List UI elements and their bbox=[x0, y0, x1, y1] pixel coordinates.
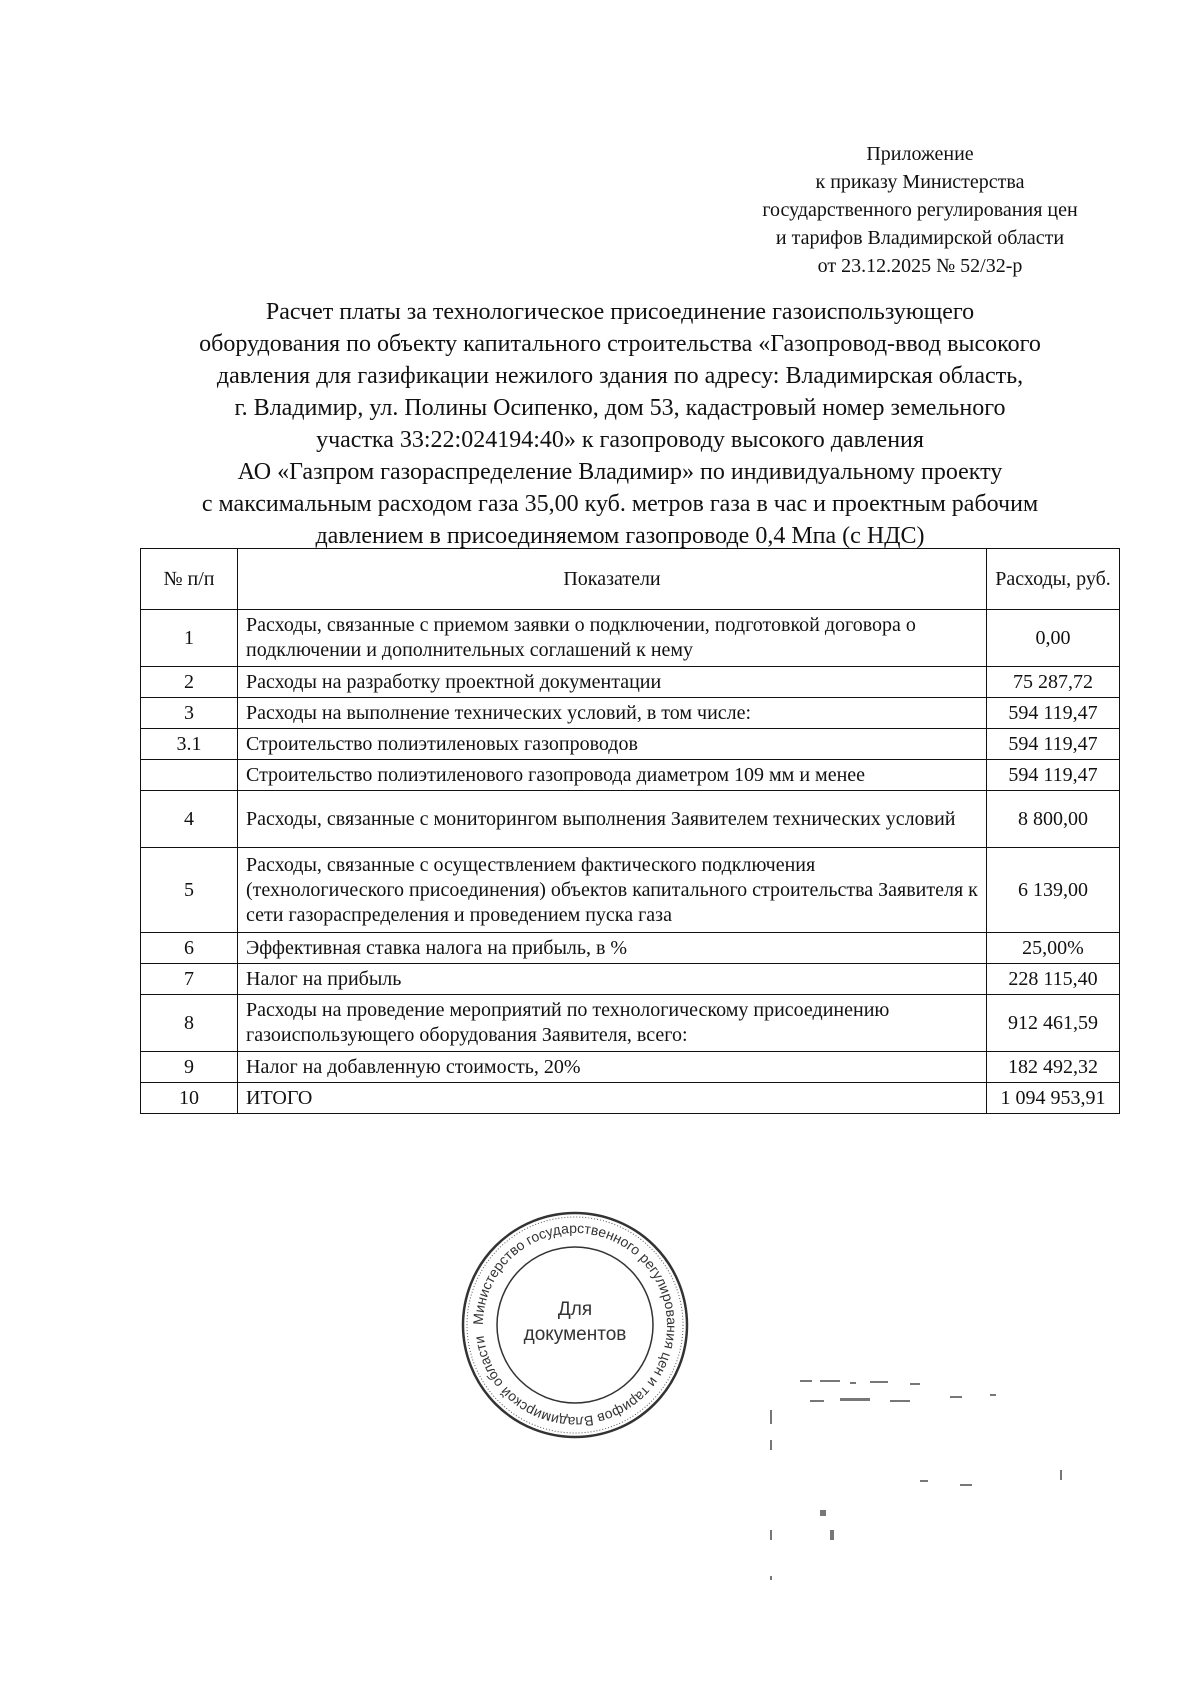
row-amount: 594 119,47 bbox=[987, 729, 1120, 760]
table-row bbox=[141, 667, 1120, 698]
row-indicator: Расходы на выполнение технических условий, в том числе: bbox=[238, 698, 987, 729]
row-num: 10 bbox=[141, 1083, 238, 1114]
row-num: 3 bbox=[141, 698, 238, 729]
row-num: 4 bbox=[141, 791, 238, 848]
table-row bbox=[141, 848, 1120, 933]
row-amount: 912 461,59 bbox=[987, 995, 1120, 1052]
table-row bbox=[141, 698, 1120, 729]
row-num: 9 bbox=[141, 1052, 238, 1083]
table-row bbox=[141, 610, 1120, 667]
row-amount: 8 800,00 bbox=[987, 791, 1120, 848]
document-title bbox=[140, 296, 1100, 552]
row-indicator: Налог на прибыль bbox=[238, 964, 987, 995]
row-num: 5 bbox=[141, 848, 238, 933]
table-row bbox=[141, 1052, 1120, 1083]
faded-signature-marks bbox=[770, 1380, 1100, 1580]
table-row bbox=[141, 729, 1120, 760]
row-num bbox=[141, 760, 238, 791]
row-indicator: Строительство полиэтиленового газопровода диаметром 109 мм и менее bbox=[238, 760, 987, 791]
row-num: 1 bbox=[141, 610, 238, 667]
row-indicator: Расходы, связанные с приемом заявки о подключении, подготовкой договора о подключении и дополнительных соглашений к нему bbox=[238, 610, 987, 667]
header-num: № п/п bbox=[141, 549, 238, 610]
table-row bbox=[141, 760, 1120, 791]
row-num: 6 bbox=[141, 933, 238, 964]
table-row bbox=[141, 964, 1120, 995]
appendix-header bbox=[720, 140, 1120, 280]
header-amount: Расходы, руб. bbox=[987, 549, 1120, 610]
row-indicator: Эффективная ставка налога на прибыль, в % bbox=[238, 933, 987, 964]
row-indicator: Расходы на разработку проектной документации bbox=[238, 667, 987, 698]
row-amount: 75 287,72 bbox=[987, 667, 1120, 698]
appendix-label: Приложение bbox=[866, 143, 974, 165]
table-row bbox=[141, 791, 1120, 848]
row-amount: 25,00% bbox=[987, 933, 1120, 964]
signature-dots bbox=[770, 1380, 1062, 1580]
header-indicator: Показатели bbox=[238, 549, 987, 610]
appendix-ministry-line: государственного регулирования цен bbox=[762, 199, 1078, 221]
row-indicator: ИТОГО bbox=[238, 1083, 987, 1114]
table-row bbox=[141, 995, 1120, 1052]
row-amount: 228 115,40 bbox=[987, 964, 1120, 995]
title-line-4: г. Владимир, ул. Полины Осипенко, дом 53, кадастровый номер земельного bbox=[234, 395, 1006, 421]
row-indicator: Расходы, связанные с осуществлением фактического подключения (технологического присоединения) объектов капитального строительства Заявителя к сети газораспределения и проведением пуска газа bbox=[238, 848, 987, 933]
title-line-6: АО «Газпром газораспределение Владимир» по индивидуальному проекту bbox=[237, 459, 1003, 485]
cost-calculation-table bbox=[140, 548, 1120, 1114]
row-num: 8 bbox=[141, 995, 238, 1052]
row-amount: 6 139,00 bbox=[987, 848, 1120, 933]
appendix-region-line: и тарифов Владимирской области bbox=[775, 227, 1065, 249]
row-indicator: Строительство полиэтиленовых газопроводов bbox=[238, 729, 987, 760]
table-row-total bbox=[141, 1083, 1120, 1114]
title-line-3: давления для газификации нежилого здания по адресу: Владимирская область, bbox=[216, 363, 1024, 389]
row-amount: 0,00 bbox=[987, 610, 1120, 667]
row-amount: 594 119,47 bbox=[987, 760, 1120, 791]
title-line-7: с максимальным расходом газа 35,00 куб. метров газа в час и проектным рабочим bbox=[201, 491, 1039, 517]
appendix-date-number: от 23.12.2025 № 52/32-р bbox=[817, 255, 1023, 277]
row-indicator: Расходы на проведение мероприятий по технологическому присоединению газоиспользующего оборудования Заявителя, всего: bbox=[238, 995, 987, 1052]
row-amount: 182 492,32 bbox=[987, 1052, 1120, 1083]
seal-graphic bbox=[460, 1210, 690, 1440]
seal-center-line-2: документов bbox=[523, 1324, 627, 1345]
title-line-2: оборудования по объекту капитального строительства «Газопровод-ввод высокого bbox=[199, 331, 1041, 357]
seal-ring-text: Министерство государственного регулирования цен и тарифов Владимирской области bbox=[469, 1219, 681, 1431]
table-row bbox=[141, 933, 1120, 964]
title-line-5: участка 33:22:024194:40» к газопроводу высокого давления bbox=[316, 427, 924, 453]
row-indicator: Расходы, связанные с мониторингом выполнения Заявителем технических условий bbox=[238, 791, 987, 848]
row-num: 7 bbox=[141, 964, 238, 995]
row-num: 2 bbox=[141, 667, 238, 698]
appendix-order-ref: к приказу Министерства bbox=[815, 171, 1025, 193]
table-header-row bbox=[141, 549, 1120, 610]
row-amount: 1 094 953,91 bbox=[987, 1083, 1120, 1114]
seal-center-line-1: Для bbox=[557, 1299, 593, 1320]
row-num: 3.1 bbox=[141, 729, 238, 760]
title-line-8: давлением в присоединяемом газопроводе 0,4 Мпа (с НДС) bbox=[315, 523, 925, 549]
row-amount: 594 119,47 bbox=[987, 698, 1120, 729]
title-line-1: Расчет платы за технологическое присоединение газоиспользующего bbox=[265, 299, 975, 325]
official-seal bbox=[460, 1210, 690, 1440]
row-indicator: Налог на добавленную стоимость, 20% bbox=[238, 1052, 987, 1083]
